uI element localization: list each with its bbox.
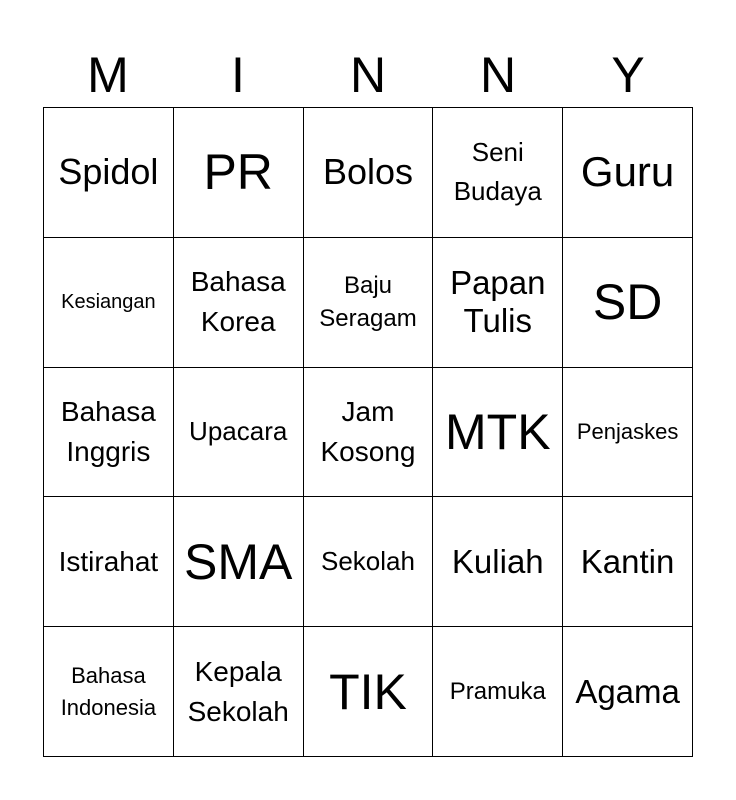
bingo-cell[interactable]	[304, 368, 434, 498]
bingo-cell[interactable]	[563, 497, 693, 627]
bingo-cell[interactable]	[44, 238, 174, 368]
cell-label: Penjaskes	[576, 418, 679, 444]
cell-label: Guru	[580, 148, 675, 196]
cell-label: Kepala Sekolah	[187, 655, 289, 727]
header-letter-4: N	[479, 47, 517, 103]
header-letter-5: Y	[611, 47, 645, 103]
bingo-cell[interactable]	[174, 108, 304, 238]
bingo-cell[interactable]	[174, 368, 304, 498]
bingo-cell[interactable]	[433, 368, 563, 498]
header-letter-3: N	[349, 47, 387, 103]
cell-label: SMA	[184, 533, 293, 590]
bingo-cell[interactable]	[304, 108, 434, 238]
bingo-cell[interactable]	[563, 108, 693, 238]
bingo-cell[interactable]	[304, 627, 434, 757]
bingo-cell[interactable]	[433, 108, 563, 238]
bingo-cell[interactable]	[304, 238, 434, 368]
cell-label: TIK	[329, 663, 407, 720]
bingo-cell[interactable]	[304, 497, 434, 627]
cell-label: Jam Kosong	[320, 395, 416, 467]
cell-label: Spidol	[58, 151, 159, 193]
cell-label: Pramuka	[449, 678, 546, 706]
bingo-cell[interactable]	[174, 627, 304, 757]
bingo-header	[43, 44, 693, 106]
bingo-cell[interactable]	[174, 238, 304, 368]
bingo-cell[interactable]	[433, 238, 563, 368]
cell-label: Bahasa Korea	[190, 266, 286, 338]
bingo-cell[interactable]	[174, 497, 304, 627]
bingo-cell[interactable]	[44, 108, 174, 238]
cell-label: Agama	[575, 672, 680, 710]
header-letter-2: I	[231, 47, 245, 103]
cell-label: Istirahat	[58, 545, 159, 577]
cell-label: SD	[592, 274, 663, 331]
cell-label: Seni Budaya	[453, 137, 542, 207]
cell-label: PR	[203, 144, 273, 201]
cell-label: Kuliah	[451, 542, 544, 580]
bingo-cell[interactable]	[433, 627, 563, 757]
cell-label: Kesiangan	[61, 291, 156, 314]
cell-label: Bahasa Indonesia	[60, 662, 157, 720]
bingo-cell[interactable]	[44, 497, 174, 627]
bingo-cell[interactable]	[563, 238, 693, 368]
cell-label: Baju Seragam	[319, 272, 417, 333]
cell-label: Papan Tulis	[450, 264, 546, 340]
cell-label: Upacara	[189, 416, 288, 447]
header-letter-1: M	[87, 47, 129, 103]
bingo-board	[43, 107, 693, 757]
bingo-cell[interactable]	[563, 368, 693, 498]
bingo-cell[interactable]	[44, 627, 174, 757]
cell-label: Kantin	[580, 542, 675, 580]
cell-label: Bahasa Inggris	[60, 395, 156, 467]
bingo-cell[interactable]	[433, 497, 563, 627]
bingo-cell[interactable]	[44, 368, 174, 498]
bingo-cell[interactable]	[563, 627, 693, 757]
cell-label: Bolos	[322, 151, 414, 193]
cell-label: Sekolah	[321, 546, 415, 577]
cell-label: MTK	[445, 403, 551, 460]
